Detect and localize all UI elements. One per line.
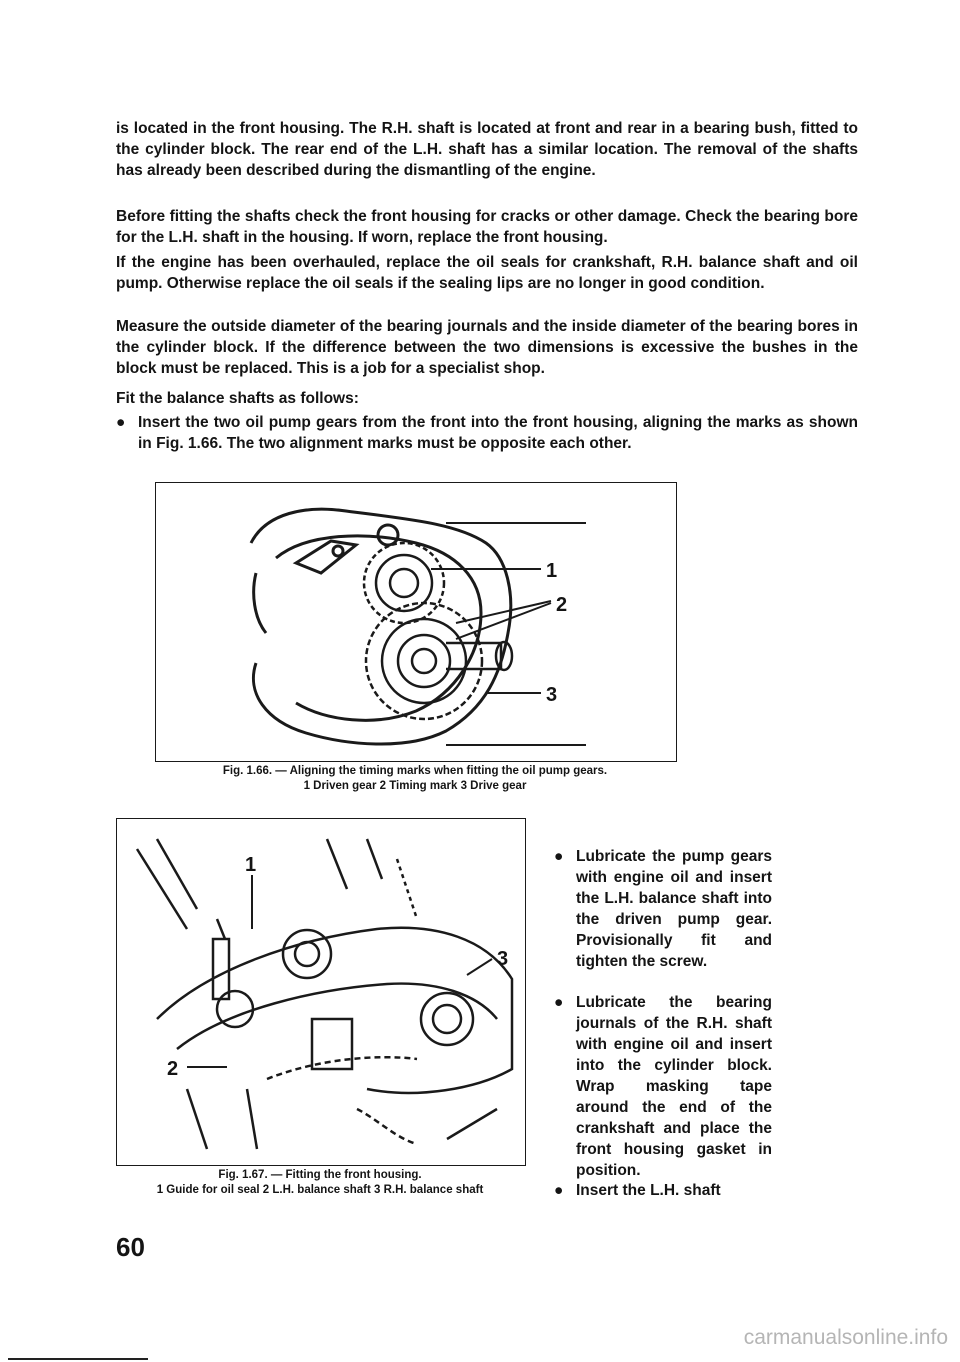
fig166-callout-2: 2 (556, 594, 568, 616)
bullet-text: Insert the two oil pump gears from the front into the front housing, aligning the marks as shown in Fig. 1.66. The two alignment marks must be opposite each other. (138, 414, 858, 452)
bullet-lubricate-pump-gears (554, 846, 772, 972)
paragraph-oil-seals: If the engine has been overhauled, replace the oil seals for crankshaft, R.H. balance shaft and oil pump. Otherwise replace the oil seals if the sealing lips are no longer in good condition. (116, 254, 858, 292)
bullet-dot: ● (554, 994, 564, 1011)
bullet-text: Insert the L.H. shaft (576, 1182, 721, 1199)
fig166-caption-title: Fig. 1.66. — Aligning the timing marks when fitting the oil pump gears. (222, 765, 608, 777)
fig167-callout-3: 3 (497, 948, 509, 970)
bullet-text: Lubricate the bearing journals of the R.H. shaft with engine oil and insert into the cylinder block. Wrap masking tape around the end of the crankshaft and place the front housing gasket in position. (576, 994, 772, 1179)
bottom-rule (8, 1358, 148, 1360)
fig166-callout-1: 1 (546, 560, 558, 582)
page-number: 60 (116, 1232, 145, 1262)
oil-pump-gears-illustration (156, 483, 676, 761)
bullet-insert-lh-shaft (554, 1180, 772, 1201)
fig167-caption-legend: 1 Guide for oil seal 2 L.H. balance shaft 3 R.H. balance shaft (156, 1184, 484, 1196)
bullet-insert-gears (116, 412, 858, 454)
front-housing-illustration (117, 819, 525, 1165)
paragraph-check-housing: Before fitting the shafts check the front housing for cracks or other damage. Check the bearing bore for the L.H. shaft in the housing. If worn, replace the front housing. (116, 208, 858, 246)
paragraph-measure-journals: Measure the outside diameter of the bearing journals and the inside diameter of the bearing bores in the cylinder block. If the difference between the two dimensions is excessive the bushes in the block must be replaced. This is a job for a specialist shop. (116, 318, 858, 377)
bullet-dot: ● (116, 414, 126, 431)
bullet-dot: ● (554, 1182, 564, 1199)
watermark: carmanualsonline.info (743, 1326, 948, 1349)
fig166-callout-3: 3 (546, 684, 558, 706)
figure-1-67 (116, 818, 526, 1166)
bullet-lubricate-journals (554, 992, 772, 1181)
figure-1-66 (155, 482, 677, 762)
paragraph-shaft-location: is located in the front housing. The R.H. shaft is located at front and rear in a bearing bush, fitted to the cylinder block. The rear end of the L.H. shaft has a similar location. The removal of the shafts has already been described during the dismantling of the engine. (116, 120, 858, 179)
bullet-dot: ● (554, 848, 564, 865)
fig167-callout-1: 1 (245, 854, 257, 876)
fig167-callout-2: 2 (167, 1058, 179, 1080)
fig166-caption-legend: 1 Driven gear 2 Timing mark 3 Drive gear (303, 780, 527, 792)
bullet-text: Lubricate the pump gears with engine oil and insert the L.H. balance shaft into the driven pump gear. Provisionally fit and tighten the screw. (576, 848, 772, 970)
intro-fit-shafts: Fit the balance shafts as follows: (116, 390, 359, 407)
fig167-caption-title: Fig. 1.67. — Fitting the front housing. (218, 1169, 422, 1181)
